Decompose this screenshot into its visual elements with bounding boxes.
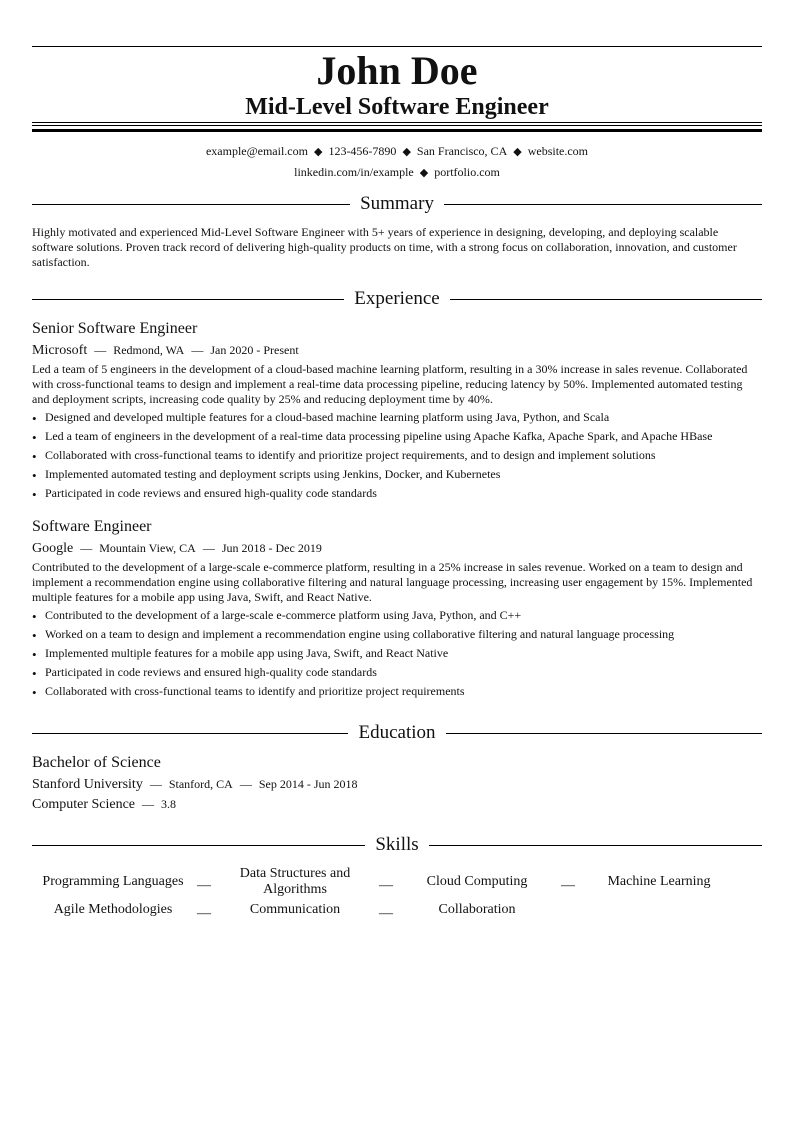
field-name: Computer Science xyxy=(32,797,136,812)
dash-separator: — xyxy=(191,343,204,357)
degree-title: Bachelor of Science xyxy=(32,754,161,771)
education-meta xyxy=(32,775,358,794)
linkedin-link[interactable]: linkedin.com/in/example xyxy=(294,165,414,179)
bullet-text: Collaborated with cross-functional teams to identify and prioritize project requirements xyxy=(45,684,465,698)
skills-grid xyxy=(32,863,762,919)
bullet-icon: • xyxy=(32,609,37,624)
bullet-text: Contributed to the development of a large-scale e-commerce platform using Java, Python, and C++ xyxy=(45,608,522,622)
section-title: Skills xyxy=(375,834,419,855)
bullet-text: Participated in code reviews and ensured high-quality code standards xyxy=(45,665,377,679)
bullet-icon: • xyxy=(32,449,37,464)
skill-item: Agile Methodologies xyxy=(53,902,173,917)
candidate-title: Mid-Level Software Engineer xyxy=(245,94,549,120)
bullet-icon: • xyxy=(32,487,37,502)
job-dates: Jun 2018 - Dec 2019 xyxy=(221,541,322,555)
list-item xyxy=(32,465,762,484)
field-of-study xyxy=(32,795,176,814)
job-dates: Jan 2020 - Present xyxy=(210,343,299,357)
dash-separator: — xyxy=(149,777,162,791)
skills-row xyxy=(32,901,762,919)
bullet-icon: • xyxy=(32,468,37,483)
skills-section-heading xyxy=(32,833,762,857)
bullet-text: Worked on a team to design and implement a recommendation engine using collaborative filtering and natural language processing xyxy=(45,627,675,641)
bullet-icon: • xyxy=(32,685,37,700)
candidate-name: John Doe xyxy=(316,48,478,93)
education-dates: Sep 2014 - Jun 2018 xyxy=(258,777,358,791)
bullet-text: Designed and developed multiple features for a cloud-based machine learning platform using Java, Python, and Scala xyxy=(45,410,610,424)
dash-separator: — xyxy=(94,343,107,357)
bullet-text: Implemented multiple features for a mobile app using Java, Swift, and React Native xyxy=(45,646,449,660)
bullet-icon: • xyxy=(32,411,37,426)
bullet-text: Collaborated with cross-functional teams to identify and prioritize project requirements, and to design and implement solutions xyxy=(45,448,656,462)
contact-row xyxy=(32,164,762,181)
section-title: Education xyxy=(358,722,436,743)
divider xyxy=(450,299,762,300)
experience-section-heading xyxy=(32,287,762,311)
job-meta xyxy=(32,341,299,360)
dash-separator: — xyxy=(561,878,575,893)
job-description: Contributed to the development of a large-scale e-commerce platform, resulting in a 25% increase in sales revenue. Worked on a team to design and implement a recommendation engine using collaborative filtering and natural language processing, increasing user engagement by 15%. Implemented multiple features for a mobile app using Java, Swift, and React Native. xyxy=(32,560,753,604)
contact-row xyxy=(32,143,762,160)
company-name: Microsoft xyxy=(32,343,88,358)
bullet-text: Participated in code reviews and ensured high-quality code standards xyxy=(45,486,377,500)
job-location: Redmond, WA xyxy=(113,343,185,357)
dash-separator: — xyxy=(379,878,393,893)
bullet-icon: • xyxy=(32,430,37,445)
location-text: San Francisco, CA xyxy=(416,144,508,158)
list-item xyxy=(32,606,762,625)
skill-item: Machine Learning xyxy=(607,874,711,889)
portfolio-link[interactable]: portfolio.com xyxy=(434,165,500,179)
company-name: Google xyxy=(32,541,74,556)
divider xyxy=(32,733,348,734)
section-title: Experience xyxy=(354,288,440,309)
divider xyxy=(429,845,762,846)
bullet-text: Implemented automated testing and deployment scripts using Jenkins, Docker, and Kubernetes xyxy=(45,467,501,481)
bullet-icon: • xyxy=(32,628,37,643)
phone-text: 123-456-7890 xyxy=(328,144,397,158)
skills-row xyxy=(32,863,762,901)
job-location: Mountain View, CA xyxy=(99,541,196,555)
job-bullet-list xyxy=(32,408,762,503)
dash-separator: — xyxy=(239,777,252,791)
website-link[interactable]: website.com xyxy=(527,144,589,158)
dash-separator: — xyxy=(197,906,211,921)
bullet-icon: • xyxy=(32,666,37,681)
email-link[interactable]: example@email.com xyxy=(205,144,308,158)
dash-separator: — xyxy=(197,878,211,893)
list-item xyxy=(32,408,762,427)
bullet-icon: • xyxy=(32,647,37,662)
divider xyxy=(446,733,762,734)
skill-item: Programming Languages xyxy=(42,874,184,889)
list-item xyxy=(32,446,762,465)
list-item xyxy=(32,644,762,663)
job-title: Senior Software Engineer xyxy=(32,320,198,337)
skill-item: Data Structures and Algorithms xyxy=(239,866,351,897)
bullet-text: Led a team of engineers in the development of a real-time data processing pipeline using Apache Kafka, Apache Spark, and Apache HBase xyxy=(45,429,713,443)
divider xyxy=(32,204,350,205)
school-location: Stanford, CA xyxy=(168,777,233,791)
list-item xyxy=(32,484,762,503)
gpa-value: 3.8 xyxy=(161,797,177,811)
dash-separator: — xyxy=(142,797,155,811)
diamond-separator-icon: ◆ xyxy=(402,146,411,158)
list-item xyxy=(32,625,762,644)
summary-text: Highly motivated and experienced Mid-Level Software Engineer with 5+ years of experience in designing, developing, and deploying scalable software solutions. Proven track record of delivering high-quality products on time, with a strong focus on collaboration, innovation, and customer satisfaction. xyxy=(32,225,737,269)
list-item xyxy=(32,682,762,701)
job-description: Led a team of 5 engineers in the development of a cloud-based machine learning platform, resulting in a 30% increase in sales revenue. Collaborated with cross-functional teams to design and implement a real-time data processing pipeline, reducing latency by 50%. Implemented automated testing and deployment scripts, increasing code quality by 25% and reducing deployment time by 40%. xyxy=(32,362,748,406)
summary-section-heading xyxy=(32,192,762,216)
skill-item: Cloud Computing xyxy=(426,874,528,889)
diamond-separator-icon: ◆ xyxy=(313,146,323,158)
diamond-separator-icon: ◆ xyxy=(419,167,429,179)
divider xyxy=(32,299,344,300)
divider xyxy=(444,204,762,205)
diamond-separator-icon: ◆ xyxy=(513,146,522,158)
section-title: Summary xyxy=(360,193,434,214)
header-rule-thick xyxy=(32,129,762,132)
job-meta xyxy=(32,539,322,558)
dash-separator: — xyxy=(80,541,93,555)
top-rule xyxy=(32,46,762,47)
education-section-heading xyxy=(32,721,762,745)
dash-separator: — xyxy=(202,541,215,555)
divider xyxy=(32,845,365,846)
job-title: Software Engineer xyxy=(32,518,152,535)
header-rule xyxy=(32,122,762,123)
list-item xyxy=(32,663,762,682)
list-item xyxy=(32,427,762,446)
school-name: Stanford University xyxy=(32,777,143,792)
dash-separator: — xyxy=(379,906,393,921)
skill-item: Communication xyxy=(249,902,341,917)
skill-item: Collaboration xyxy=(438,902,516,917)
header-rule xyxy=(32,125,762,126)
job-bullet-list xyxy=(32,606,762,701)
